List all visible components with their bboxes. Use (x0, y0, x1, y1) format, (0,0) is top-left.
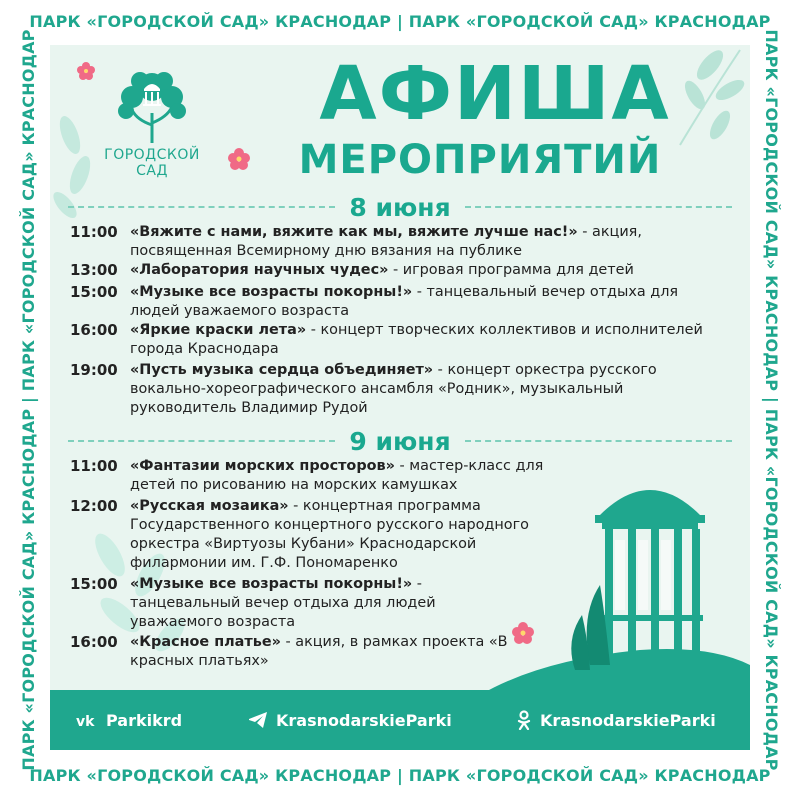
event-name: «Фантазии морских просторов» (130, 458, 395, 474)
event-time: 15:00 (70, 575, 118, 593)
logo-subtitle: САД (136, 163, 168, 179)
flower-icon (75, 60, 97, 82)
event-item (70, 497, 570, 573)
event-time: 16:00 (70, 321, 118, 339)
event-text (130, 223, 720, 261)
event-description: - концерт оркестра русского вокально-хореографического ансамбля «Родник», музыкальный руководитель Владимир Рудой (130, 362, 657, 416)
day-date: 8 июня (349, 192, 451, 222)
event-description: - акция, в рамках проекта «В красных платьях» (130, 634, 508, 669)
event-name: «Красное платье» (130, 634, 281, 650)
event-text (130, 575, 510, 632)
event-item (70, 283, 720, 321)
event-time: 11:00 (70, 223, 118, 241)
event-name: «Музыке все возрасты покорны!» (130, 284, 413, 300)
event-time: 19:00 (70, 361, 118, 379)
event-item (70, 361, 720, 418)
day-date: 9 июня (349, 426, 451, 456)
event-name: «Яркие краски лета» (130, 322, 307, 338)
poster-title: АФИША (319, 51, 671, 137)
day-heading (68, 191, 732, 223)
event-item (70, 223, 720, 261)
svg-text:vk: vk (76, 714, 95, 727)
event-description: - акция, посвященная Всемирному дню вязания на публике (130, 224, 642, 259)
event-description: - танцевальный вечер отдыха для людей уважаемого возраста (130, 576, 436, 630)
event-time: 15:00 (70, 283, 118, 301)
frame-text-bottom: ПАРК «ГОРОДСКОЙ САД» КРАСНОДАР | ПАРК «ГОРОДСКОЙ САД» КРАСНОДАР (29, 766, 771, 785)
frame-text-right: ПАРК «ГОРОДСКОЙ САД» КРАСНОДАР | ПАРК «ГОРОДСКОЙ САД» КРАСНОДАР (762, 29, 781, 771)
event-description: - концертная программа Государственного концертного русского народного оркестра «Виртуозы Кубани» Краснодарской филармонии им. Г.Ф. Пономаренко (130, 498, 529, 571)
event-item (70, 261, 720, 280)
event-item (70, 575, 510, 632)
event-item (70, 633, 510, 671)
telegram-label: KrasnodarskieParki (276, 710, 452, 730)
event-time: 12:00 (70, 497, 118, 515)
event-description: - концерт творческих коллективов и исполнителей города Краснодара (130, 322, 703, 357)
event-item (70, 457, 570, 495)
event-description: - мастер-класс для детей по рисованию на морских камушках (130, 458, 544, 493)
event-text (130, 457, 570, 495)
event-name: «Музыке все возрасты покорны!» (130, 576, 413, 592)
event-text (130, 321, 720, 359)
vk-label: Parkikrd (106, 710, 183, 730)
event-name: «Лаборатория научных чудес» (130, 262, 389, 278)
flower-icon (225, 145, 253, 173)
vk-icon (76, 713, 98, 727)
frame-text-left: ПАРК «ГОРОДСКОЙ САД» КРАСНОДАР | ПАРК «ГОРОДСКОЙ САД» КРАСНОДАР (19, 29, 38, 771)
social-footer (50, 690, 750, 750)
odnoklassniki-label: KrasnodarskieParki (540, 710, 716, 730)
park-logo (102, 65, 202, 179)
park-logo-icon (112, 65, 192, 145)
event-text (130, 497, 570, 573)
event-time: 13:00 (70, 261, 118, 279)
vk-link[interactable] (76, 711, 182, 730)
event-name: «Пусть музыка сердца объединяет» (130, 362, 434, 378)
event-text (130, 261, 720, 280)
logo-title: ГОРОДСКОЙ (104, 147, 200, 163)
poster-subtitle: МЕРОПРИЯТИЙ (298, 137, 662, 183)
event-text (130, 633, 510, 671)
event-name: «Русская мозаика» (130, 498, 289, 514)
event-description: - игровая программа для детей (388, 262, 634, 278)
odnoklassniki-link[interactable] (516, 710, 716, 730)
odnoklassniki-icon (516, 710, 532, 730)
event-description: - танцевальный вечер отдыха для людей уважаемого возраста (130, 284, 679, 319)
day-heading (68, 425, 732, 457)
event-text (130, 283, 720, 321)
event-name: «Вяжите с нами, вяжите как мы, вяжите лучше нас!» (130, 224, 578, 240)
event-time: 11:00 (70, 457, 118, 475)
event-time: 16:00 (70, 633, 118, 651)
frame-text-top: ПАРК «ГОРОДСКОЙ САД» КРАСНОДАР | ПАРК «ГОРОДСКОЙ САД» КРАСНОДАР (29, 12, 771, 31)
telegram-icon (248, 711, 268, 729)
telegram-link[interactable] (248, 711, 452, 730)
poster-panel (50, 45, 750, 750)
event-item (70, 321, 720, 359)
event-text (130, 361, 720, 418)
